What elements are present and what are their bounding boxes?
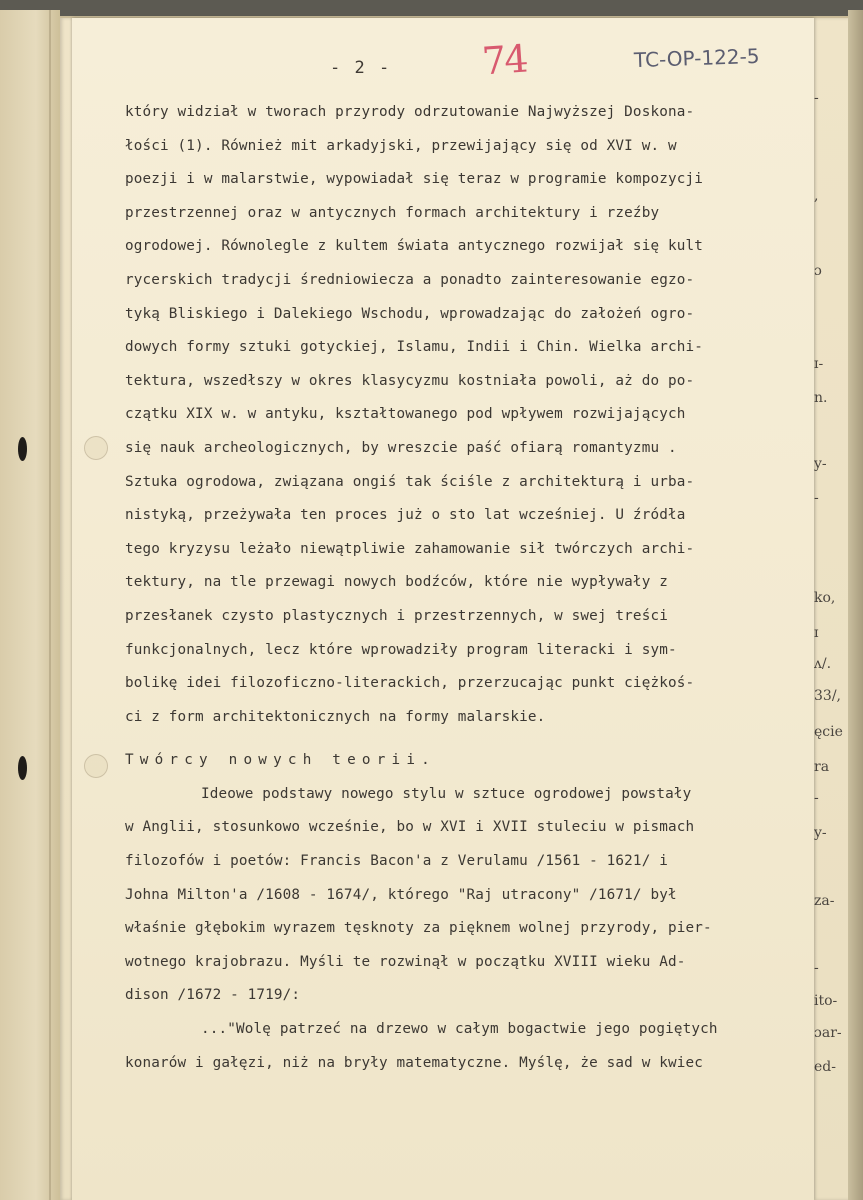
margin-fragment: 33/, <box>814 688 841 704</box>
margin-fragment: - <box>814 90 819 106</box>
text-line: przesłanek czysto plastycznych i przestrzennych, w swej treści <box>125 607 668 624</box>
text-line: łości (1). Również mit arkadyjski, przewijający się od XVI w. w <box>125 137 677 154</box>
text-line: wotnego krajobrazu. Myśli te rozwinął w początku XVIII wieku Ad- <box>125 953 686 970</box>
text-line: się nauk archeologicznych, by wreszcie paść ofiarą romantyzmu . <box>125 439 677 456</box>
text-line: nistyką, przeżywała ten proces już o sto lat wcześniej. U źródła <box>125 507 686 524</box>
text-line: Sztuka ogrodowa, związana ongiś tak ściśle z architekturą i urba- <box>125 473 695 490</box>
text-line: czątku XIX w. w antyku, kształtowanego pod wpływem rozwijających <box>125 406 686 423</box>
text-line: tyką Bliskiego i Dalekiego Wschodu, wprowadzając do założeń ogro- <box>125 305 695 322</box>
margin-fragment: ɪ- <box>814 356 824 372</box>
text-line: dowych formy sztuki gotyckiej, Islamu, Indii i Chin. Wielka archi- <box>125 339 703 356</box>
quote-line: ..."Wolę patrzeć na drzewo w całym bogactwie jego pogiętych <box>201 1021 718 1038</box>
binding-tab-lower <box>18 756 27 780</box>
text-line: który widział w tworach przyrody odrzutowanie Najwyższej Doskona- <box>125 104 695 120</box>
text-line: filozofów i poetów: Francis Bacon'a z Verulamu /1561 - 1621/ i <box>125 853 668 870</box>
text-line: tektury, na tle przewagi nowych bodźców, które nie wypływały z <box>125 574 668 591</box>
margin-fragment: ra <box>814 759 830 775</box>
text-line: Johna Milton'a /1608 - 1674/, którego "Raj utracony" /1671/ był <box>125 886 677 903</box>
margin-fragment: ɔ <box>814 263 822 279</box>
margin-fragment: ᴧ/. <box>814 656 832 672</box>
margin-fragment: ito- <box>814 993 838 1009</box>
text-line: właśnie głębokim wyrazem tęsknoty za pięknem wolnej przyrody, pier- <box>125 920 712 937</box>
text-line: bolikę idei filozoficzno-literackich, przerzucając punkt ciężkoś- <box>125 675 695 692</box>
punch-hole-upper <box>84 436 108 460</box>
margin-fragment: za- <box>814 893 835 909</box>
page-number: - 2 - <box>330 58 392 78</box>
handwritten-folio-number: 74 <box>480 36 528 84</box>
left-page-edge <box>0 10 60 1200</box>
quote-line: konarów i gałęzi, niż na bryły matematyczne. Myślę, że sad w kwiec <box>125 1054 703 1071</box>
margin-fragment: n. <box>814 390 828 406</box>
text-line: funkcjonalnych, lecz które wprowadziły program literacki i sym- <box>125 641 677 658</box>
margin-fragment: ko, <box>814 590 836 606</box>
left-fold-line <box>49 10 51 1200</box>
margin-fragment: y- <box>814 825 827 841</box>
text-line: poezji i w malarstwie, wypowiadał się teraz w programie kompozycji <box>125 171 703 188</box>
archive-signature-code: TC-OP-122-5 <box>633 43 760 73</box>
text-line: przestrzennej oraz w antycznych formach architektury i rzeźby <box>125 204 660 221</box>
punch-hole-lower <box>84 754 108 778</box>
text-line: ci z form architektonicznych na formy malarskie. <box>125 708 546 725</box>
text-line: rycerskich tradycji średniowiecza a ponadto zainteresowanie egzo- <box>125 271 695 288</box>
text-line: dison /1672 - 1719/: <box>125 987 301 1004</box>
margin-fragment: ed- <box>814 1059 836 1075</box>
margin-fragment: , <box>814 188 819 204</box>
binding-tab-upper <box>18 437 27 461</box>
margin-fragment: - <box>814 790 819 806</box>
paragraph-gap <box>125 734 825 740</box>
margin-fragment: - <box>814 490 819 506</box>
margin-fragment: - <box>814 960 819 976</box>
margin-fragment: ɔar- <box>814 1025 842 1041</box>
text-line: tego kryzysu leżało niewątpliwie zahamowanie sił twórczych archi- <box>125 540 695 557</box>
text-line: Ideowe podstawy nowego stylu w sztuce ogrodowej powstały <box>201 785 692 802</box>
margin-fragment: ęcie <box>814 724 843 740</box>
text-line: ogrodowej. Równolegle z kultem świata antycznego rozwijał się kult <box>125 238 703 255</box>
text-line: tektura, wszedłszy w okres klasycyzmu kostniała powoli, aż do po- <box>125 372 695 389</box>
text-line: w Anglii, stosunkowo wcześnie, bo w XVI i XVII stuleciu w pismach <box>125 819 695 836</box>
margin-fragment: y- <box>814 456 827 472</box>
scan-top-edge <box>0 0 863 16</box>
margin-fragment: ɪ <box>814 625 819 641</box>
section-heading: Twórcy nowych teorii. <box>125 752 436 769</box>
